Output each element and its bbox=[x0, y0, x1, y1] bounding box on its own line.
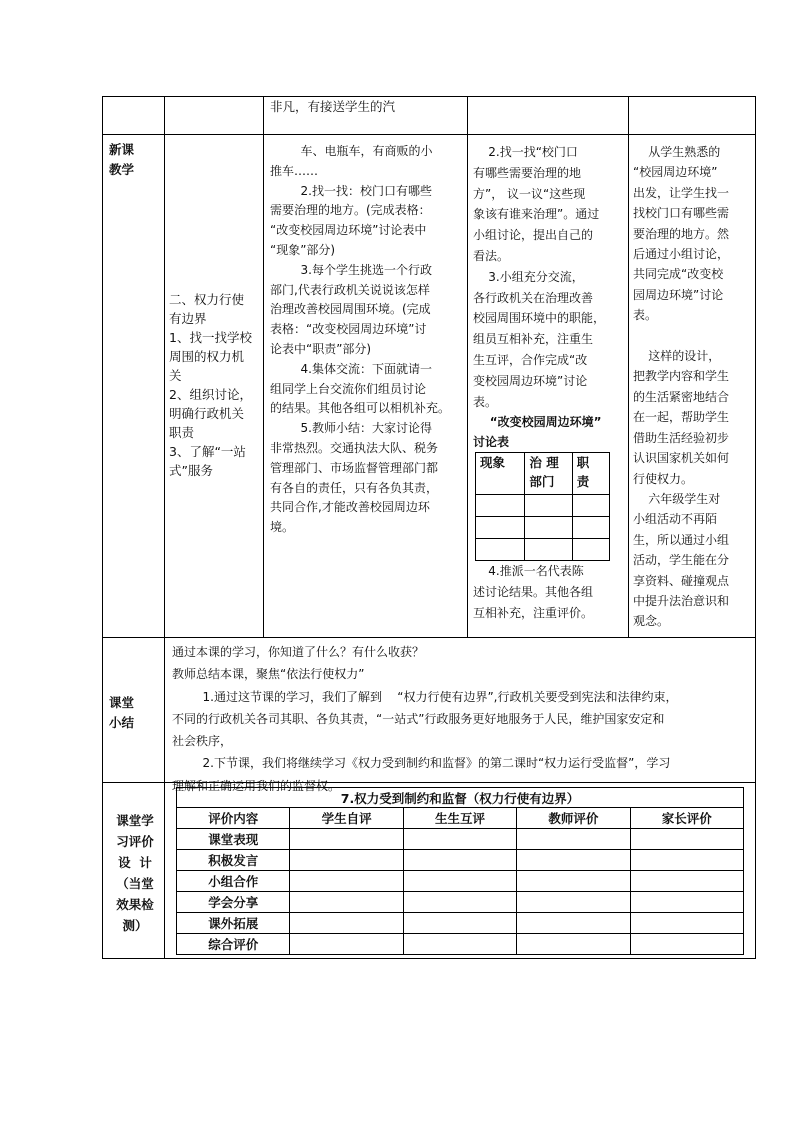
student-activity-text-2: 4.推派一名代表陈 述讨论结果。其他各组 互相补充，注重评价。 bbox=[473, 564, 594, 620]
evaluation-header: 生生互评 bbox=[403, 808, 516, 829]
rule bbox=[628, 96, 629, 638]
evaluation-cell bbox=[517, 850, 630, 871]
evaluation-row-label: 课外拓展 bbox=[177, 913, 290, 934]
evaluation-cell bbox=[517, 934, 630, 955]
evaluation-cell bbox=[403, 829, 516, 850]
discussion-table-header: 职 责 bbox=[572, 453, 609, 495]
row-label-evaluation: 课堂学 习评价 设 计 （当堂 效果检 测） bbox=[116, 813, 154, 933]
discussion-table-cell bbox=[525, 517, 572, 539]
discussion-table-cell bbox=[476, 539, 525, 561]
discussion-table-cell bbox=[525, 495, 572, 517]
evaluation-row-label: 学会分享 bbox=[177, 892, 290, 913]
discussion-table-cell bbox=[572, 539, 609, 561]
discussion-table-header: 治 理 部门 bbox=[525, 453, 572, 495]
evaluation-header: 家长评价 bbox=[630, 808, 743, 829]
discussion-table bbox=[475, 452, 610, 561]
row-label-summary: 课堂 小结 bbox=[109, 695, 135, 730]
discussion-table-cell bbox=[476, 517, 525, 539]
rule bbox=[755, 96, 756, 959]
evaluation-row-label: 课堂表现 bbox=[177, 829, 290, 850]
evaluation-cell bbox=[290, 892, 403, 913]
evaluation-cell bbox=[630, 871, 743, 892]
evaluation-cell bbox=[403, 850, 516, 871]
evaluation-cell bbox=[403, 871, 516, 892]
evaluation-cell bbox=[290, 913, 403, 934]
evaluation-cell bbox=[290, 871, 403, 892]
row-label-new-lesson: 新课 教学 bbox=[109, 142, 135, 177]
evaluation-cell bbox=[630, 892, 743, 913]
discussion-table-title: “改变校园周边环境” 讨论表 bbox=[473, 415, 602, 449]
rule bbox=[102, 637, 756, 638]
evaluation-cell bbox=[630, 913, 743, 934]
discussion-table-cell bbox=[572, 495, 609, 517]
teacher-activity-text: 车、电瓶车，有商贩的小 推车…… 2.找一找：校门口有哪些 需要治理的地方。(完成表格： “改变校园周边环境”讨论表中 “现象”部分) 3.每个学生挑选一个行政 部门,代表行政机关说说该怎样 治理改善校园周围环境。(完成 表格：“改变校园周边环境”讨 论表中“职责”部分) 4.集体交流：下面就请一 组同学上台交流你们组员讨论 的结果。其他各组可以相机补充。 5.教师小结：大家讨论得 非常热烈。交通执法大队、税务 管理部门、市场监督管理部门都 有各自的责任，只有各负其责， 共同合作,才能改善校园周边环 境。 bbox=[270, 144, 451, 535]
evaluation-row-label: 积极发言 bbox=[177, 850, 290, 871]
rule bbox=[164, 96, 165, 959]
evaluation-cell bbox=[517, 892, 630, 913]
evaluation-cell bbox=[403, 934, 516, 955]
evaluation-row-label: 小组合作 bbox=[177, 871, 290, 892]
evaluation-cell bbox=[630, 829, 743, 850]
discussion-table-cell bbox=[525, 539, 572, 561]
rule bbox=[467, 96, 468, 638]
evaluation-cell bbox=[630, 850, 743, 871]
evaluation-cell bbox=[290, 829, 403, 850]
rule bbox=[263, 96, 264, 638]
discussion-table-cell bbox=[572, 517, 609, 539]
design-intent-text: 从学生熟悉的 “校园周边环境” 出发，让学生找一 找校门口有哪些需 要治理的地方。然 后通过小组讨论， 共同完成“改变校 园周边环境”讨论 表。 这样的设计， 把教学内容和学生 的生活紧密地结合 在一起，帮助学生 借助生活经验初步 认识国家机关如何 行使权力。 六年级学生对 小组活动不再陌 生，所以通过小组 活动，学生能在分 享资料、碰撞观点 中提升法治意识和 观念。 bbox=[633, 145, 730, 629]
evaluation-table-title: 7.权力受到制约和监督（权力行使有边界） bbox=[177, 788, 744, 808]
discussion-table-cell bbox=[476, 495, 525, 517]
evaluation-header: 学生自评 bbox=[290, 808, 403, 829]
evaluation-row-label: 综合评价 bbox=[177, 934, 290, 955]
evaluation-cell bbox=[403, 892, 516, 913]
evaluation-header: 教师评价 bbox=[517, 808, 630, 829]
student-activity-text: 2.找一找“校门口 有哪些需要治理的地 方”， 议一议“这些现 象该有谁来治理”。通过 小组讨论，提出自己的 看法。 3.小组充分交流， 各行政机关在治理改善 校园周围环境中的职能， 组员互相补充，注重生 生互评，合作完成“改 变校园周边环境”讨论 表。 bbox=[473, 145, 606, 409]
row0-continued-text: 非凡，有接送学生的汽 bbox=[270, 99, 396, 114]
evaluation-cell bbox=[517, 829, 630, 850]
evaluation-header: 评价内容 bbox=[177, 808, 290, 829]
evaluation-table bbox=[176, 787, 744, 955]
evaluation-cell bbox=[517, 871, 630, 892]
rule bbox=[102, 958, 756, 959]
evaluation-cell bbox=[403, 913, 516, 934]
rule bbox=[102, 96, 103, 959]
evaluation-cell bbox=[290, 850, 403, 871]
discussion-table-header: 现象 bbox=[476, 453, 525, 495]
rule bbox=[102, 134, 756, 135]
evaluation-cell bbox=[290, 934, 403, 955]
summary-text: 通过本课的学习，你知道了什么？有什么收获？ 教师总结本课，聚焦“依法行使权力” 1.通过这节课的学习，我们了解到 “权力行使有边界”,行政机关要受到宪法和法律约束， 不同的行政机关各司其职、各负其责，“一站式”行政服务更好地服务于人民，维护国家安定和 社会秩序， 2.下节课，我们将继续学习《权力受到制约和监督》的第二课时“权力运行受监督”，学习 理解和正确运用我们的监督权。 bbox=[172, 645, 678, 793]
evaluation-cell bbox=[517, 913, 630, 934]
evaluation-cell bbox=[630, 934, 743, 955]
rule bbox=[102, 96, 756, 97]
lesson-outline: 二、权力行使 有边界 1、找一找学校 周围的权力机 关 2、组织讨论， 明确行政机关 职责 3、了解“一站 式”服务 bbox=[169, 292, 252, 478]
